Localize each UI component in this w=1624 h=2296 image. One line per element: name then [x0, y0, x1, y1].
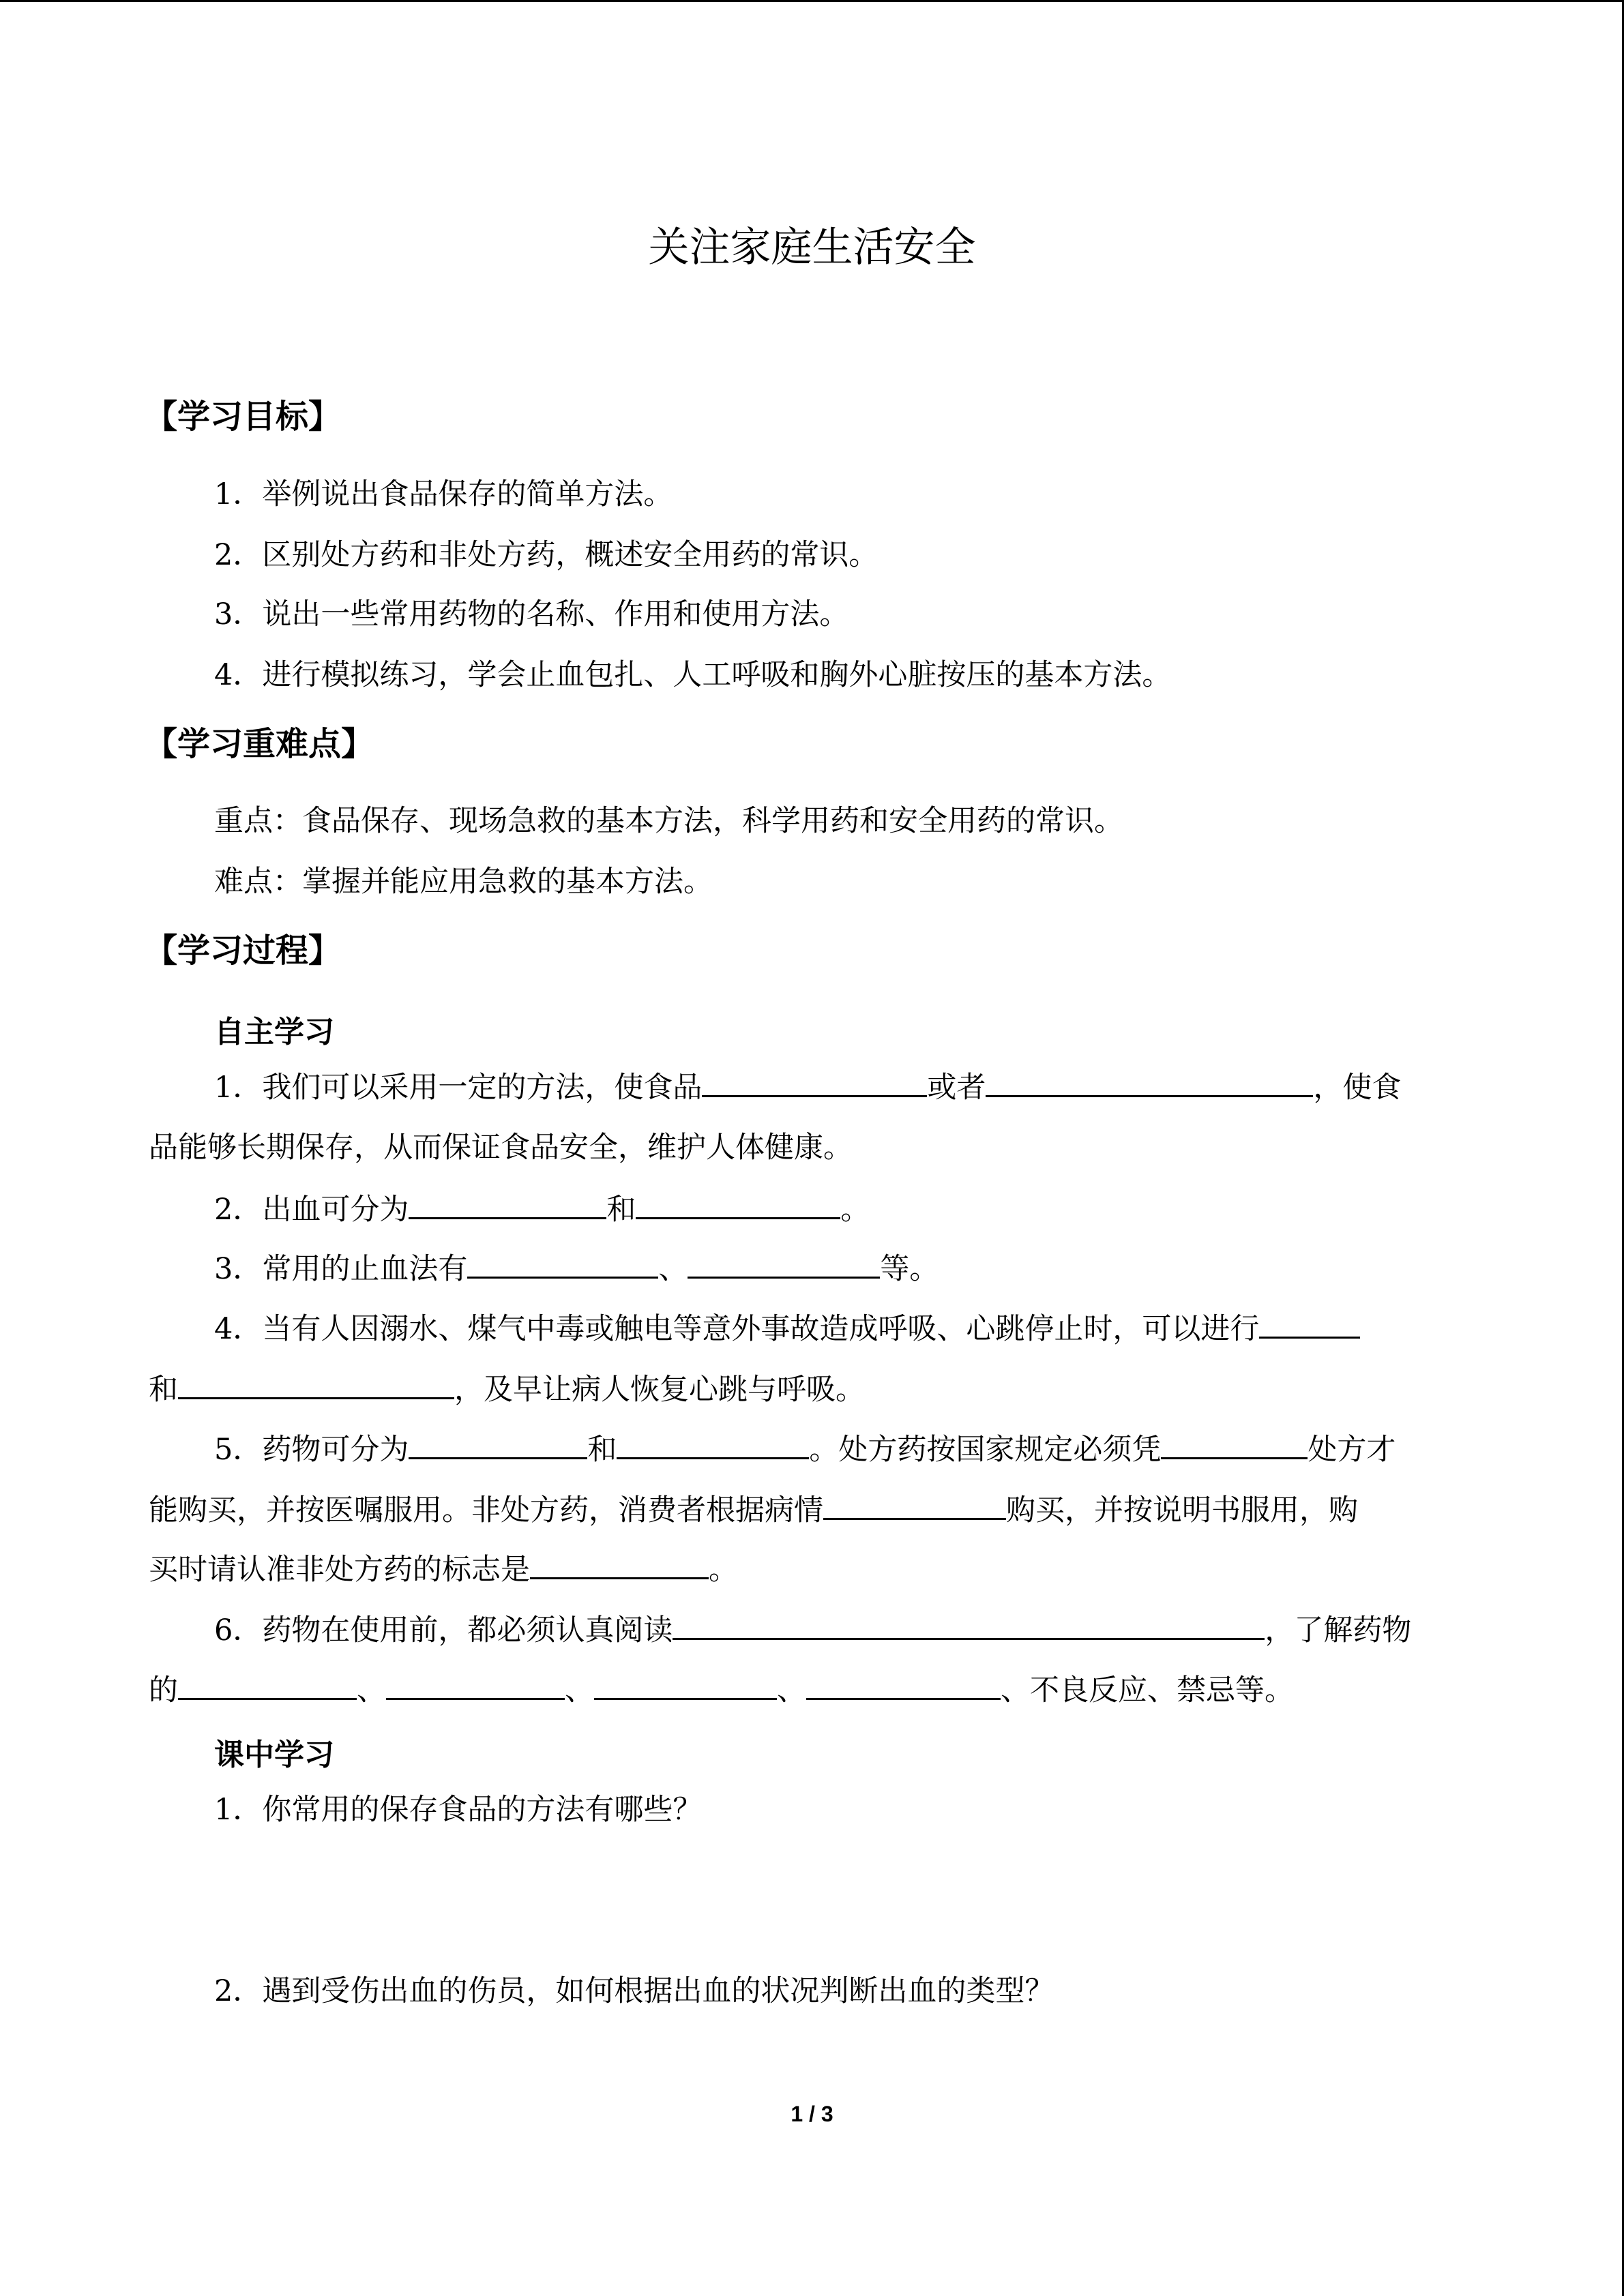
- self-study-q6-cont: 的 、 、 、 、不良反应、禁忌等。: [149, 1671, 1294, 1710]
- page-number: 1 / 3: [791, 2102, 833, 2126]
- self-study-q4-cont: 和 ，及早让病人恢复心跳与呼吸。: [149, 1370, 865, 1409]
- answer-blank[interactable]: [806, 1671, 1001, 1700]
- self-study-q3: 3．常用的止血法有 、 等。: [214, 1249, 939, 1288]
- goals-heading: 【学习目标】: [145, 398, 342, 436]
- answer-blank[interactable]: [178, 1370, 454, 1399]
- class-study-heading: 课中学习: [214, 1738, 334, 1772]
- keypoints-heading: 【学习重难点】: [145, 725, 374, 763]
- self-study-heading: 自主学习: [214, 1015, 334, 1049]
- answer-blank[interactable]: [1259, 1309, 1360, 1339]
- page-title: 关注家庭生活安全: [648, 224, 976, 271]
- answer-blank[interactable]: [688, 1249, 880, 1279]
- answer-blank[interactable]: [823, 1491, 1006, 1520]
- goal-item: 1．举例说出食品保存的简单方法。: [214, 477, 673, 511]
- self-study-q5-cont: 能购买，并按医嘱服用。非处方药，消费者根据病情 购买，并按说明书服用，购: [149, 1491, 1358, 1530]
- answer-blank[interactable]: [467, 1249, 658, 1279]
- self-study-q4: 4．当有人因溺水、煤气中毒或触电等意外事故造成呼吸、心跳停止时，可以进行: [214, 1309, 1360, 1348]
- key-point: 重点：食品保存、现场急救的基本方法，科学用药和安全用药的常识。: [214, 804, 1123, 838]
- self-study-q6: 6．药物在使用前，都必须认真阅读 ，了解药物: [214, 1611, 1411, 1650]
- answer-blank[interactable]: [594, 1671, 777, 1700]
- difficult-point: 难点：掌握并能应用急救的基本方法。: [214, 865, 713, 899]
- answer-blank[interactable]: [178, 1671, 357, 1700]
- class-study-q1: 1．你常用的保存食品的方法有哪些？: [214, 1793, 703, 1827]
- self-study-q5: 5．药物可分为 和 。处方药按国家规定必须凭 处方才: [214, 1430, 1396, 1469]
- answer-blank[interactable]: [673, 1611, 1265, 1640]
- goal-item: 3．说出一些常用药物的名称、作用和使用方法。: [214, 597, 849, 631]
- class-study-q2: 2．遇到受伤出血的伤员，如何根据出血的状况判断出血的类型？: [214, 1974, 1054, 2008]
- answer-blank[interactable]: [617, 1430, 809, 1459]
- answer-blank[interactable]: [1161, 1430, 1308, 1459]
- answer-blank[interactable]: [530, 1550, 709, 1579]
- goal-item: 4．进行模拟练习，学会止血包扎、人工呼吸和胸外心脏按压的基本方法。: [214, 658, 1172, 692]
- self-study-q5-cont2: 买时请认准非处方药的标志是 。: [149, 1550, 738, 1589]
- self-study-q1-cont: 品能够长期保存，从而保证食品安全，维护人体健康。: [149, 1131, 853, 1165]
- answer-blank[interactable]: [702, 1068, 927, 1097]
- process-heading: 【学习过程】: [145, 931, 342, 970]
- answer-blank[interactable]: [386, 1671, 565, 1700]
- answer-blank[interactable]: [636, 1190, 840, 1219]
- self-study-q2: 2．出血可分为 和 。: [214, 1190, 870, 1229]
- answer-blank[interactable]: [409, 1430, 587, 1459]
- self-study-q1: 1．我们可以采用一定的方法，使食品 或者 ，使食: [214, 1068, 1401, 1107]
- answer-blank[interactable]: [409, 1190, 606, 1219]
- goal-item: 2．区别处方药和非处方药，概述安全用药的常识。: [214, 538, 879, 572]
- answer-blank[interactable]: [986, 1068, 1313, 1097]
